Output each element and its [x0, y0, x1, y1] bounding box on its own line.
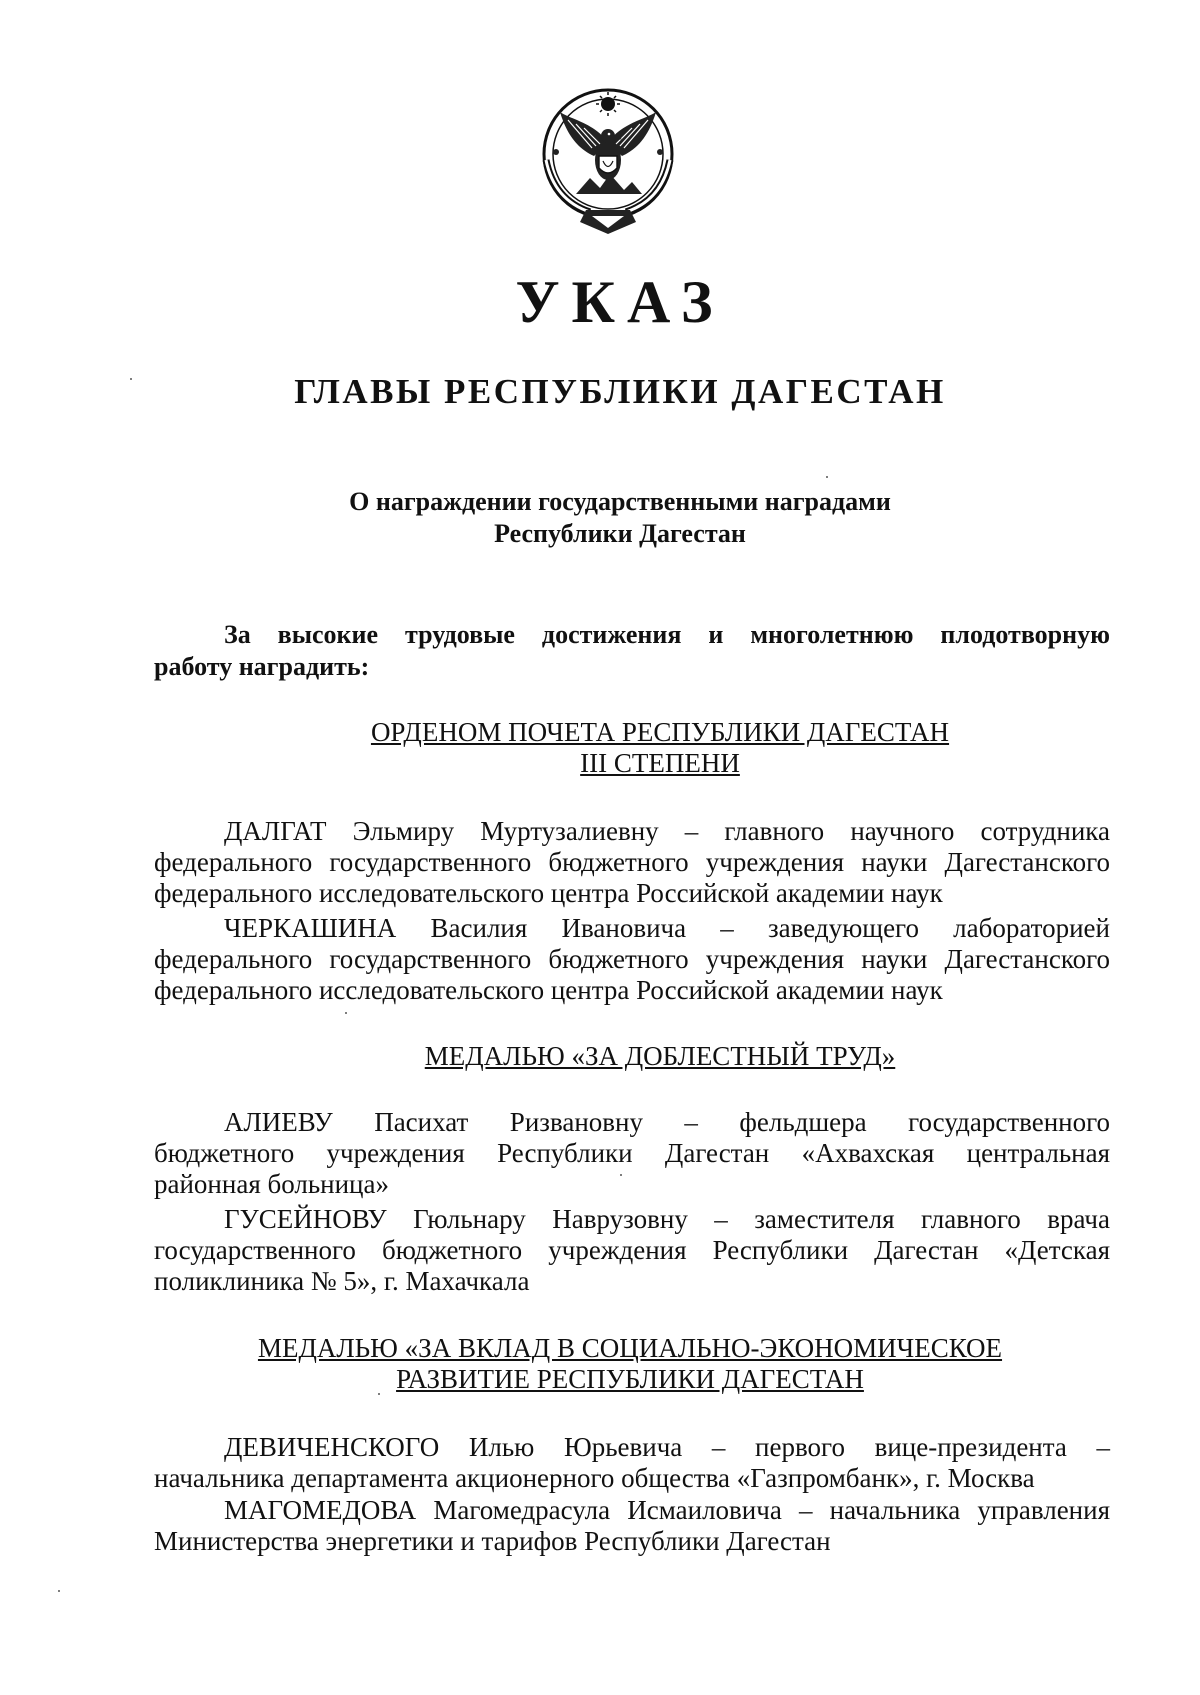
recipient-entry	[154, 816, 1110, 909]
recipient-entry	[154, 1107, 1110, 1200]
scan-speck	[130, 378, 132, 380]
entry-line: бюджетного учреждения Республики Дагестан «Ахвахская центральная	[154, 1138, 1110, 1168]
recipient-entry	[154, 913, 1110, 1006]
entry-line: начальника департамента акционерного общества «Газпромбанк», г. Москва	[154, 1463, 1035, 1493]
recipient-entry	[154, 1204, 1110, 1297]
award-title-valiant-labor-medal	[330, 1041, 990, 1072]
entry-line: федерального исследовательского центра Российской академии наук	[154, 975, 943, 1005]
scan-speck	[826, 476, 828, 478]
preamble-line: работу наградить:	[154, 652, 370, 681]
scan-speck	[345, 1012, 347, 1014]
decree-issuer: ГЛАВЫ РЕСПУБЛИКИ ДАГЕСТАН	[294, 372, 946, 411]
award-title-line: МЕДАЛЬЮ «ЗА ВКЛАД В СОЦИАЛЬНО-ЭКОНОМИЧЕСКОЕ	[257, 1333, 1003, 1363]
award-title-line: III СТЕПЕНИ	[580, 748, 740, 778]
entry-line: ЧЕРКАШИНА Василия Ивановича – заведующего лабораторией	[224, 913, 1110, 943]
award-title-contribution-medal	[210, 1333, 1050, 1395]
entry-line: государственного бюджетного учреждения Республики Дагестан «Детская	[154, 1235, 1110, 1265]
entry-line: ГУСЕЙНОВУ Гюльнару Наврузовну – заместителя главного врача	[224, 1204, 1110, 1234]
entry-line: ДАЛГАТ Эльмиру Муртузалиевну – главного научного сотрудника	[224, 816, 1110, 846]
award-title-line: ОРДЕНОМ ПОЧЕТА РЕСПУБЛИКИ ДАГЕСТАН	[370, 717, 950, 747]
entry-line: ДЕВИЧЕНСКОГО Илью Юрьевича – первого вице-президента –	[224, 1432, 1110, 1462]
award-title-line: МЕДАЛЬЮ «ЗА ДОБЛЕСТНЫЙ ТРУД»	[424, 1041, 896, 1071]
entry-line: МАГОМЕДОВА Магомедрасула Исмаиловича – начальника управления	[224, 1495, 1110, 1525]
decree-subject-heading	[290, 486, 950, 550]
heading-line: Республики Дагестан	[494, 519, 746, 548]
scan-speck	[378, 1393, 380, 1395]
decree-preamble	[154, 619, 1110, 683]
scan-speck	[620, 1174, 622, 1176]
dagestan-coat-of-arms-emblem	[532, 82, 684, 242]
preamble-line: За высокие трудовые достижения и многолетнюю плодотворную	[224, 620, 1110, 649]
entry-line: федерального государственного бюджетного учреждения науки Дагестанского	[154, 944, 1110, 974]
entry-line: районная больница»	[154, 1169, 389, 1199]
heading-line: О награждении государственными наградами	[349, 487, 891, 516]
entry-line: Министерства энергетики и тарифов Республики Дагестан	[154, 1526, 831, 1556]
entry-line: АЛИЕВУ Пасихат Ризвановну – фельдшера государственного	[224, 1107, 1110, 1137]
award-title-line: РАЗВИТИЕ РЕСПУБЛИКИ ДАГЕСТАН	[396, 1364, 864, 1394]
decree-title: УКАЗ	[515, 269, 725, 335]
recipient-entry	[154, 1495, 1110, 1557]
award-title-order-of-honor	[330, 717, 990, 779]
recipient-entry	[154, 1432, 1110, 1494]
entry-line: поликлиника № 5», г. Махачкала	[154, 1266, 530, 1296]
entry-line: федерального исследовательского центра Российской академии наук	[154, 878, 943, 908]
scan-speck	[58, 1590, 60, 1592]
entry-line: федерального государственного бюджетного учреждения науки Дагестанского	[154, 847, 1110, 877]
